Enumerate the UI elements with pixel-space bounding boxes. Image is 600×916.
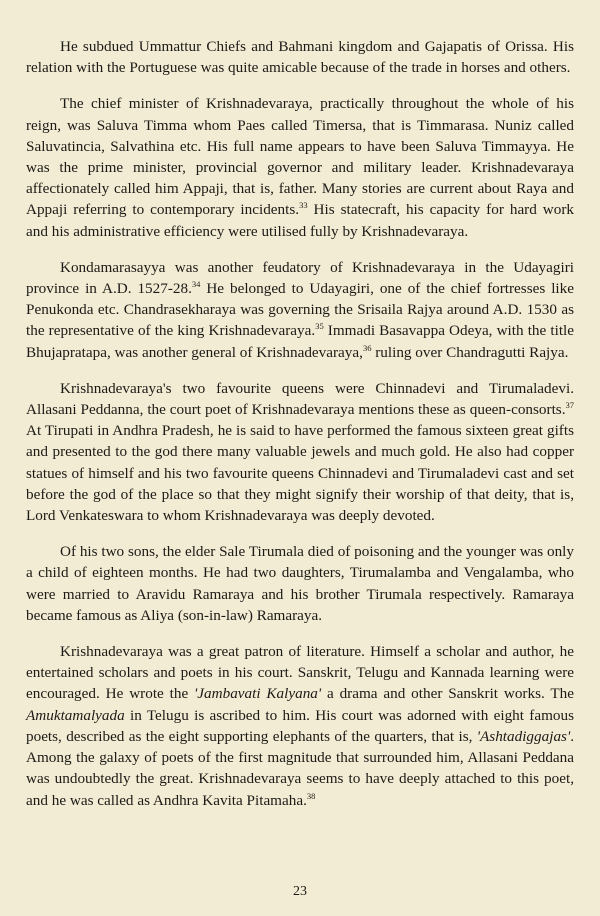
text-run: Kondamarasayya was another feudatory of Krishnadevaraya in the Udayagiri province in A.D. 1527-28. bbox=[26, 258, 574, 298]
footnote-marker: 34 bbox=[191, 278, 201, 289]
text-run: in Telugu is ascribed to him. His court was adorned with eight famous poets, described as the eight supporting elephants of the quarters, that is, bbox=[26, 706, 574, 745]
text-run: Of his two sons, the elder Sale Tirumala died of poisoning and the younger was only a child of eighteen months. He had two daughters, Tirumalamba and Vengalamba, who were married to Aravidu Ramaraya and his brother Tirumala respectively. Ramaraya became famous as Aliya (son-in-law) Ramaraya. bbox=[26, 543, 574, 624]
italic-title: 'Jambavati Kalyana' bbox=[194, 685, 322, 703]
text-run: His statecraft, his capacity for hard work and his administrative efficiency were utilised fully by Krishnadevaraya. bbox=[26, 201, 574, 240]
text-run: At Tirupati in Andhra Pradesh, he is said to have performed the famous sixteen great gifts and presented to the god there many valuable jewels and much gold. He also had copper statues of himself and his two favourite queens Chinnadevi and Tirumaladevi cast and set before the god of the place so that they might signify their worship of that deity, that is, Lord Venkateswara to whom Krishnadevaraya was deeply devoted. bbox=[26, 422, 574, 525]
footnote-marker: 33 bbox=[299, 200, 308, 211]
paragraph-6 bbox=[26, 641, 574, 811]
text-run: The chief minister of Krishnadevaraya, practically throughout the whole of his reign, was Saluva Timma whom Paes called Timersa, that is Timmarasa. Nuniz called Saluvatincia, Salvathina etc. His full name appears to have been Saluva Timmayya. He was the prime minister, provincial governor and military leader. Krishnadevaraya affectionately called him Appaji, that is, father. Many stories are current about Raya and Appaji referring to contemporary incidents. bbox=[26, 95, 574, 219]
text-run: He belonged to Udayagiri, one of the chief fortresses like Penukonda etc. Chandrasekharaya was governing the Srisaila Rajya around A.D. 1530 as the representative of the king Krishnadevaraya. bbox=[26, 280, 574, 340]
text-run: He subdued Ummattur Chiefs and Bahmani kingdom and Gajapatis of Orissa. His relation with the Portuguese was quite amicable because of the trade in horses and others. bbox=[26, 38, 574, 77]
body-text bbox=[26, 36, 574, 811]
footnote-marker: 38 bbox=[306, 790, 316, 801]
text-run: Immadi Basavappa Odeya, with the title Bhujapratapa, was another general of Krishnadevaraya, bbox=[26, 322, 574, 361]
footnote-marker: 37 bbox=[565, 399, 574, 410]
text-run: . Among the galaxy of poets of the first magnitude that surrounded him, Allasani Peddana was undoubtedly the great. Krishnadevaraya seems to have deeply attached to this poet, and he was called as Andhra Kavita Pitamaha. bbox=[26, 727, 574, 809]
page-number: 23 bbox=[293, 884, 307, 899]
text-run: a drama and other Sanskrit works. The bbox=[321, 685, 574, 703]
paragraph-4 bbox=[26, 378, 574, 526]
italic-title: Amuktamalyada bbox=[26, 706, 125, 724]
paragraph-1 bbox=[26, 36, 574, 78]
paragraph-5 bbox=[26, 541, 574, 626]
text-run: Krishnadevaraya was a great patron of literature. Himself a scholar and author, he entertained scholars and poets in his court. Sanskrit, Telugu and Kannada learning were encouraged. He wrote the bbox=[26, 643, 574, 703]
text-run: ruling over Chandragutti Rajya. bbox=[371, 343, 569, 361]
paragraph-2 bbox=[26, 93, 574, 241]
footnote-marker: 36 bbox=[362, 342, 372, 353]
italic-title: 'Ashtadiggajas' bbox=[476, 727, 571, 745]
text-run: Krishnadevaraya's two favourite queens were Chinnadevi and Tirumaladevi. Allasani Peddanna, the court poet of Krishnadevaraya mentions these as queen-consorts. bbox=[26, 379, 574, 419]
footnote-marker: 35 bbox=[315, 321, 324, 332]
paragraph-3 bbox=[26, 257, 574, 363]
